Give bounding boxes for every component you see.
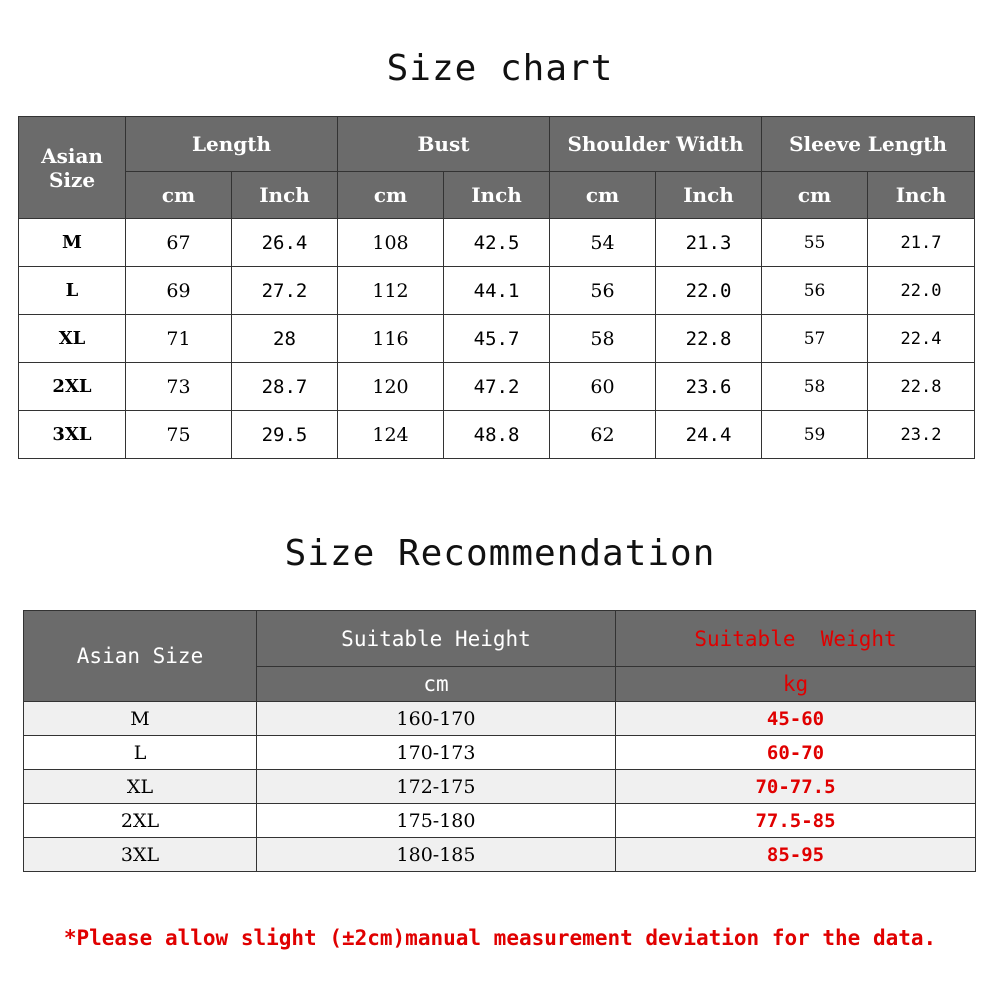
size-chart-table — [18, 116, 975, 459]
height-cell: 180-185 — [257, 838, 616, 872]
value-cell: 27.2 — [232, 267, 338, 315]
value-cell: 22.8 — [656, 315, 762, 363]
height-unit-header: cm — [257, 667, 616, 702]
value-cell: 116 — [338, 315, 444, 363]
value-cell: 73 — [126, 363, 232, 411]
value-cell: 21.3 — [656, 219, 762, 267]
value-cell: 71 — [126, 315, 232, 363]
unit-header: Inch — [232, 172, 338, 219]
size-cell: M — [19, 219, 126, 267]
value-cell: 57 — [762, 315, 868, 363]
table-row — [19, 267, 975, 315]
value-cell: 58 — [550, 315, 656, 363]
value-cell: 42.5 — [444, 219, 550, 267]
size-cell: 3XL — [24, 838, 257, 872]
measurement-deviation-note: *Please allow slight (±2cm)manual measurement deviation for the data. — [63, 926, 937, 950]
size-cell: XL — [19, 315, 126, 363]
size-cell: M — [24, 702, 257, 736]
value-cell: 59 — [762, 411, 868, 459]
height-cell: 160-170 — [257, 702, 616, 736]
weight-cell: 60-70 — [616, 736, 976, 770]
unit-header: cm — [126, 172, 232, 219]
table-row — [24, 736, 976, 770]
value-cell: 22.0 — [868, 267, 975, 315]
table-row — [19, 315, 975, 363]
suitable-weight-header: Suitable Weight — [616, 611, 976, 667]
value-cell: 28.7 — [232, 363, 338, 411]
unit-header-row — [19, 172, 975, 219]
value-cell: 29.5 — [232, 411, 338, 459]
value-cell: 23.6 — [656, 363, 762, 411]
height-cell: 170-173 — [257, 736, 616, 770]
value-cell: 56 — [550, 267, 656, 315]
value-cell: 23.2 — [868, 411, 975, 459]
size-cell: L — [24, 736, 257, 770]
value-cell: 56 — [762, 267, 868, 315]
unit-header: cm — [762, 172, 868, 219]
header-row — [24, 611, 976, 667]
value-cell: 22.8 — [868, 363, 975, 411]
unit-header: Inch — [444, 172, 550, 219]
value-cell: 120 — [338, 363, 444, 411]
suitable-height-header: Suitable Height — [257, 611, 616, 667]
shoulder-width-header: Shoulder Width — [550, 117, 762, 172]
table-row — [24, 804, 976, 838]
value-cell: 55 — [762, 219, 868, 267]
value-cell: 112 — [338, 267, 444, 315]
value-cell: 22.0 — [656, 267, 762, 315]
bust-header: Bust — [338, 117, 550, 172]
size-recommendation-table — [23, 610, 976, 872]
value-cell: 54 — [550, 219, 656, 267]
value-cell: 21.7 — [868, 219, 975, 267]
table-row — [24, 702, 976, 736]
unit-header: cm — [338, 172, 444, 219]
value-cell: 48.8 — [444, 411, 550, 459]
value-cell: 26.4 — [232, 219, 338, 267]
table-row — [19, 363, 975, 411]
value-cell: 67 — [126, 219, 232, 267]
size-cell: 3XL — [19, 411, 126, 459]
value-cell: 47.2 — [444, 363, 550, 411]
asian-size-header: Asian Size — [19, 117, 126, 219]
unit-header: Inch — [868, 172, 975, 219]
unit-header: cm — [550, 172, 656, 219]
value-cell: 62 — [550, 411, 656, 459]
weight-cell: 70-77.5 — [616, 770, 976, 804]
asian-size-header: Asian Size — [24, 611, 257, 702]
height-cell: 175-180 — [257, 804, 616, 838]
weight-cell: 45-60 — [616, 702, 976, 736]
value-cell: 28 — [232, 315, 338, 363]
sleeve-length-header: Sleeve Length — [762, 117, 975, 172]
value-cell: 45.7 — [444, 315, 550, 363]
unit-header: Inch — [656, 172, 762, 219]
table-row — [19, 411, 975, 459]
value-cell: 108 — [338, 219, 444, 267]
value-cell: 24.4 — [656, 411, 762, 459]
value-cell: 69 — [126, 267, 232, 315]
value-cell: 58 — [762, 363, 868, 411]
table-row — [24, 770, 976, 804]
table-row — [19, 219, 975, 267]
size-recommendation-title: Size Recommendation — [284, 533, 716, 574]
height-cell: 172-175 — [257, 770, 616, 804]
size-cell: XL — [24, 770, 257, 804]
length-header: Length — [126, 117, 338, 172]
size-cell: 2XL — [24, 804, 257, 838]
value-cell: 22.4 — [868, 315, 975, 363]
weight-cell: 77.5-85 — [616, 804, 976, 838]
value-cell: 124 — [338, 411, 444, 459]
size-chart-title: Size chart — [386, 48, 614, 89]
size-cell: L — [19, 267, 126, 315]
value-cell: 60 — [550, 363, 656, 411]
weight-unit-header: kg — [616, 667, 976, 702]
table-row — [24, 838, 976, 872]
group-header-row — [19, 117, 975, 172]
size-cell: 2XL — [19, 363, 126, 411]
weight-cell: 85-95 — [616, 838, 976, 872]
value-cell: 75 — [126, 411, 232, 459]
value-cell: 44.1 — [444, 267, 550, 315]
